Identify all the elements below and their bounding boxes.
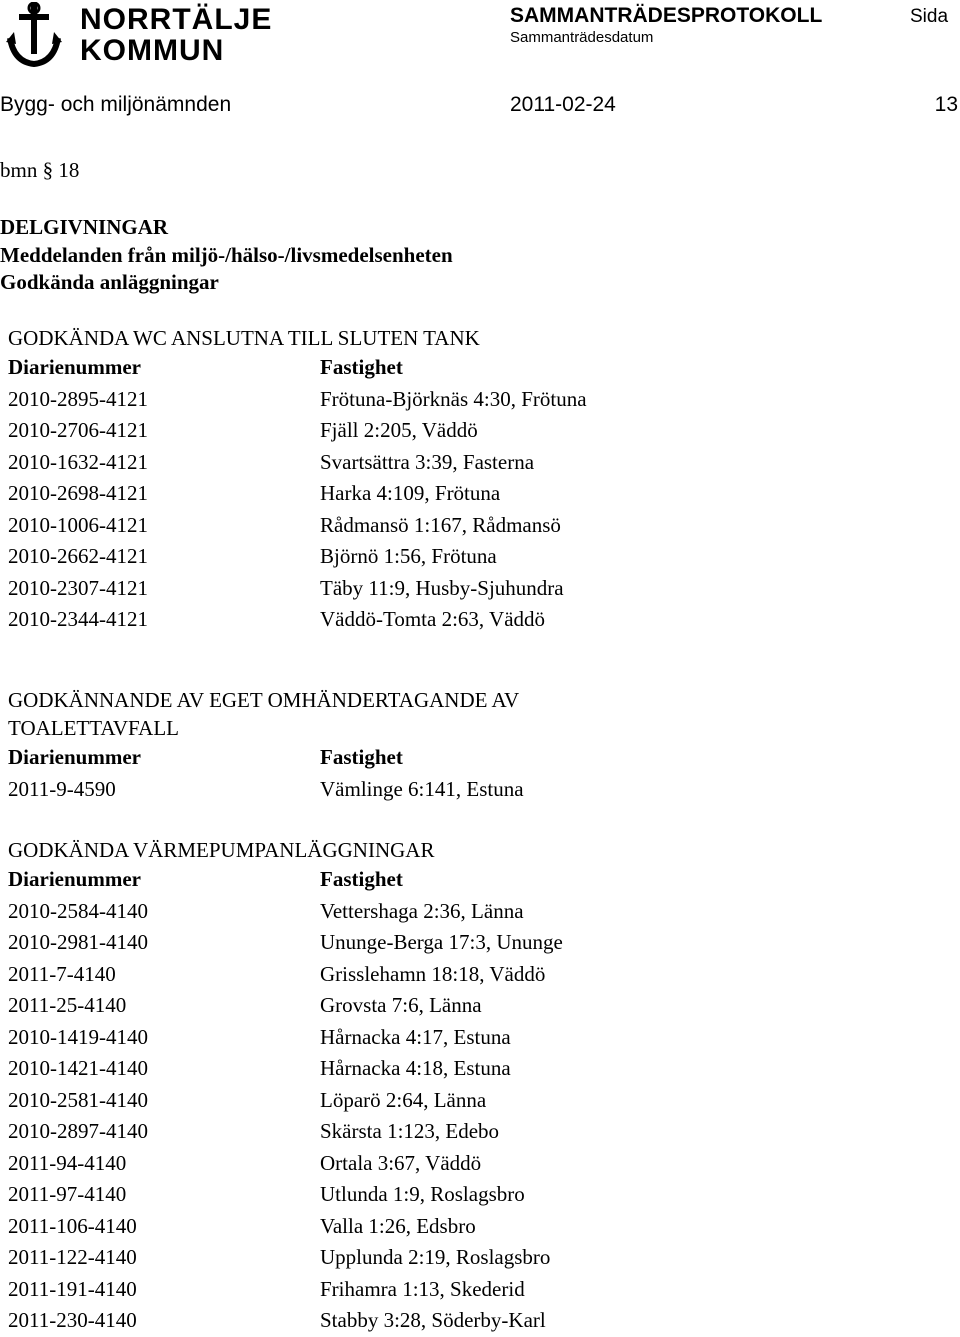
diarienummer-cell: 2011-94-4140 <box>8 1150 127 1175</box>
paragraph-number: bmn § 18 <box>0 158 80 182</box>
column-header-row <box>8 352 480 384</box>
column-header-diarienummer: Diarienummer <box>8 867 141 891</box>
fastighet-cell: Stabby 3:28, Söderby-Karl <box>320 1308 546 1332</box>
fastighet-cell: Björnö 1:56, Frötuna <box>320 544 497 568</box>
table-row <box>8 774 524 806</box>
section-toalettavfall <box>8 686 524 805</box>
fastighet-cell: Svartsättra 3:39, Fasterna <box>320 449 535 474</box>
fastighet-cell: Upplunda 2:19, Roslagsbro <box>320 1245 551 1269</box>
diarienummer-cell: 2010-2584-4140 <box>8 898 148 923</box>
fastighet-cell: Frötuna-Björknäs 4:30, Frötuna <box>320 386 587 411</box>
brand-line-2: KOMMUN <box>80 34 225 67</box>
column-header-row <box>8 742 519 774</box>
table-row <box>8 447 535 479</box>
table-row <box>8 896 524 928</box>
diarienummer-cell: 2010-2706-4121 <box>8 418 148 442</box>
column-header-diarienummer: Diarienummer <box>8 355 141 379</box>
intro-line-2: Meddelanden från miljö-/hälso-/livsmedelsenheten <box>0 242 453 267</box>
intro-line-3: Godkända anläggningar <box>0 270 219 294</box>
fastighet-cell: Hårnacka 4:18, Estuna <box>320 1056 511 1080</box>
diarienummer-cell: 2011-191-4140 <box>8 1276 137 1301</box>
fastighet-cell: Utlunda 1:9, Roslagsbro <box>320 1182 525 1206</box>
table-row <box>8 1085 487 1117</box>
page-label: Sida <box>910 6 949 27</box>
fastighet-cell: Löparö 2:64, Länna <box>320 1087 487 1112</box>
table-row <box>8 1179 525 1211</box>
fastighet-cell: Harka 4:109, Frötuna <box>320 481 501 505</box>
table-row <box>8 415 480 447</box>
table-row <box>8 1305 546 1337</box>
fastighet-cell: Grisslehamn 18:18, Väddö <box>320 961 546 986</box>
fastighet-cell: Ortala 3:67, Väddö <box>320 1150 482 1175</box>
diarienummer-cell: 2011-230-4140 <box>8 1308 137 1332</box>
diarienummer-cell: 2011-7-4140 <box>8 961 116 986</box>
anchor-logo-icon <box>4 2 64 68</box>
table-row <box>8 541 497 573</box>
column-header-row <box>8 864 434 896</box>
column-header-diarienummer: Diarienummer <box>8 745 141 769</box>
fastighet-cell: Väddö-Tomta 2:63, Väddö <box>320 607 546 631</box>
column-header-fastighet: Fastighet <box>320 355 403 379</box>
fastighet-cell: Hårnacka 4:17, Estuna <box>320 1024 511 1049</box>
table-row <box>8 927 563 959</box>
table-row <box>8 510 561 542</box>
meeting-date-label: Sammanträdesdatum <box>510 29 654 46</box>
table-row <box>8 478 501 510</box>
intro-line-1: DELGIVNINGAR <box>0 215 169 239</box>
section-title: GODKÄNNANDE AV EGET OMHÄNDERTAGANDE AV <box>8 688 520 712</box>
column-header-fastighet: Fastighet <box>320 867 403 891</box>
fastighet-cell: Frihamra 1:13, Skederid <box>320 1276 525 1301</box>
table-row <box>8 384 587 416</box>
fastighet-cell: Grovsta 7:6, Länna <box>320 993 482 1017</box>
section-wc-sluten-tank <box>8 324 587 636</box>
diarienummer-cell: 2010-2581-4140 <box>8 1087 148 1112</box>
municipality-brand <box>80 4 272 66</box>
fastighet-cell: Valla 1:26, Edsbro <box>320 1213 476 1238</box>
diarienummer-cell: 2010-1006-4121 <box>8 512 148 537</box>
document-title: SAMMANTRÄDESPROTOKOLL <box>510 4 823 27</box>
diarienummer-cell: 2010-2307-4121 <box>8 575 148 600</box>
section-title: GODKÄNDA WC ANSLUTNA TILL SLUTEN TANK <box>8 326 480 350</box>
diarienummer-cell: 2011-97-4140 <box>8 1182 127 1206</box>
page-number: 13 <box>934 93 958 116</box>
fastighet-cell: Täby 11:9, Husby-Sjuhundra <box>320 575 564 600</box>
fastighet-cell: Vettershaga 2:36, Länna <box>320 898 524 923</box>
table-row <box>8 1022 511 1054</box>
table-row <box>8 1116 500 1148</box>
diarienummer-cell: 2010-2662-4121 <box>8 544 148 568</box>
table-row <box>8 1211 476 1243</box>
table-row <box>8 573 564 605</box>
diarienummer-cell: 2010-1632-4121 <box>8 449 148 474</box>
table-row <box>8 1053 511 1085</box>
diarienummer-cell: 2010-2981-4140 <box>8 930 148 954</box>
committee-name: Bygg- och miljönämnden <box>0 93 232 116</box>
brand-line-1: NORRTÄLJE <box>80 3 273 36</box>
fastighet-cell: Ununge-Berga 17:3, Ununge <box>320 930 563 954</box>
fastighet-cell: Vämlinge 6:141, Estuna <box>320 776 524 801</box>
diarienummer-cell: 2011-9-4590 <box>8 776 116 801</box>
diarienummer-cell: 2010-2895-4121 <box>8 386 148 411</box>
diarienummer-cell: 2011-25-4140 <box>8 993 127 1017</box>
diarienummer-cell: 2010-2344-4121 <box>8 607 148 631</box>
fastighet-cell: Rådmansö 1:167, Rådmansö <box>320 512 561 537</box>
table-row <box>8 1242 551 1274</box>
diarienummer-cell: 2011-106-4140 <box>8 1213 137 1238</box>
section-title: GODKÄNDA VÄRMEPUMPANLÄGGNINGAR <box>8 838 435 862</box>
diarienummer-cell: 2010-1421-4140 <box>8 1056 148 1080</box>
diarienummer-cell: 2010-2897-4140 <box>8 1119 148 1143</box>
section-title: TOALETTAVFALL <box>8 716 179 740</box>
table-row <box>8 1148 482 1180</box>
meeting-date: 2011-02-24 <box>510 93 616 116</box>
section-varmepump <box>8 836 563 1337</box>
table-row <box>8 990 482 1022</box>
table-row <box>8 1274 525 1306</box>
fastighet-cell: Fjäll 2:205, Väddö <box>320 418 478 442</box>
table-row <box>8 604 546 636</box>
diarienummer-cell: 2011-122-4140 <box>8 1245 137 1269</box>
diarienummer-cell: 2010-2698-4121 <box>8 481 148 505</box>
fastighet-cell: Skärsta 1:123, Edebo <box>320 1119 500 1143</box>
intro-heading <box>0 214 453 297</box>
table-row <box>8 959 546 991</box>
diarienummer-cell: 2010-1419-4140 <box>8 1024 148 1049</box>
column-header-fastighet: Fastighet <box>320 745 403 769</box>
